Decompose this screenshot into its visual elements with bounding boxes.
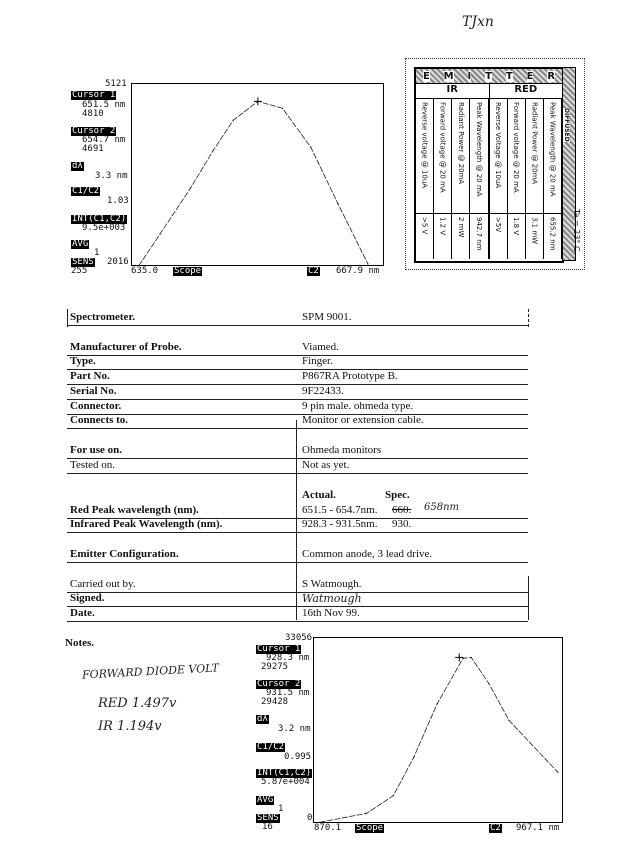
form-label: Date. xyxy=(70,607,95,619)
integral-value: 9.5e+003 xyxy=(82,223,126,233)
form-value: SPM 9001. xyxy=(302,311,352,323)
parameter-value: 2 mW xyxy=(456,217,465,238)
form-value: 9 pin male. ohmeda type. xyxy=(302,400,414,412)
form-label: Tested on. xyxy=(70,459,116,471)
emitter-title-letter: T xyxy=(505,70,513,82)
spectrum-curve xyxy=(320,657,558,822)
parameter-value: 3.1 mW xyxy=(530,217,539,245)
form-rule xyxy=(67,325,528,326)
form-label: Infrared Peak Wavelength (nm). xyxy=(70,518,223,530)
emitter-columns xyxy=(416,99,562,259)
form-value: Common anode, 3 lead drive. xyxy=(302,548,433,560)
cursor-marker xyxy=(455,653,463,661)
form-value: P867RA Prototype B. xyxy=(302,370,398,382)
dlambda-value: 3.2 nm xyxy=(278,724,311,734)
form-label: Manufacturer of Probe. xyxy=(70,341,182,353)
cursor1-value: 4810 xyxy=(82,109,104,119)
integral-tag: INT(C1,C2) xyxy=(72,214,127,224)
parameter-value: >5V xyxy=(494,217,503,233)
emitter-title-letter: E xyxy=(422,70,430,82)
ratio-tag: C1/C2 xyxy=(72,186,100,196)
notes-line1: FORWARD DIODE VOLT xyxy=(81,661,220,682)
form-label: For use on. xyxy=(70,444,123,456)
red-spectrum-canvas xyxy=(131,83,384,266)
handwritten-initials: TJxn xyxy=(462,14,494,30)
sens-value: 255 xyxy=(71,266,88,276)
emitter-title-letter: E xyxy=(526,70,534,82)
emitter-header xyxy=(416,69,562,84)
parameter-value: 1.2 V xyxy=(438,217,447,236)
data-point xyxy=(393,795,394,796)
diffused-label: DIFFUSED xyxy=(563,108,570,142)
form-rule xyxy=(67,473,528,474)
sens-tag: SENS xyxy=(257,813,279,823)
parameter-label: Radiant Power @ 20mA xyxy=(530,102,539,185)
data-point xyxy=(282,108,283,109)
notes-title: Notes. xyxy=(65,637,95,649)
spectrum-curve xyxy=(139,101,368,266)
emitter-spec-card xyxy=(405,58,585,270)
parameter-label: Forward voltage @ 20 mA xyxy=(512,102,521,193)
form-label: Red Peak wavelength (nm). xyxy=(70,504,199,516)
form-rule xyxy=(67,621,528,622)
sens-tag: SENS xyxy=(72,257,94,267)
form-label: Connector. xyxy=(70,400,122,412)
y-min-label: 0 xyxy=(307,813,313,823)
parameter-value: >5 V xyxy=(420,217,429,235)
data-point xyxy=(213,150,214,151)
ratio-value: 1.03 xyxy=(107,196,129,206)
form-label: Carried out by. xyxy=(70,578,136,590)
ratio-value: 0.995 xyxy=(284,752,312,762)
form-rule xyxy=(67,428,528,429)
x-min-label: 870.1 xyxy=(314,823,342,833)
parameter-value: 655.2 nm xyxy=(548,217,557,251)
ir-header: IR xyxy=(446,84,458,95)
spec-header: Spec. xyxy=(385,489,410,501)
form-rule xyxy=(67,369,528,370)
scope-tag: Scope xyxy=(174,266,202,276)
emitter-title-letter: I xyxy=(467,70,472,82)
emitter-column xyxy=(508,99,526,259)
form-value: Ohmeda monitors xyxy=(302,444,382,456)
form-value: Not as yet. xyxy=(302,459,350,471)
avg-value: 1 xyxy=(278,804,284,814)
x-max-label: 667.9 nm xyxy=(336,266,380,276)
c2-tag: C2 xyxy=(308,266,319,276)
parameter-value: 1.8 V xyxy=(512,217,521,236)
plot-frame xyxy=(314,638,563,823)
form-value: Watmough xyxy=(302,592,362,605)
avg-tag: AVG xyxy=(72,239,89,249)
data-point xyxy=(190,188,191,189)
emitter-column xyxy=(452,99,470,259)
y-max-label: 5121 xyxy=(105,79,127,89)
form-value: Finger. xyxy=(302,355,333,367)
data-point xyxy=(367,263,368,264)
parameter-label: Peak Wavelength @ 20 mA xyxy=(474,102,483,197)
x-min-label: 635.0 xyxy=(131,266,159,276)
data-point xyxy=(310,147,311,148)
parameter-label: Peak Wavelength @ 20 mA xyxy=(548,102,557,197)
actual-header: Actual. xyxy=(302,489,336,501)
data-point xyxy=(160,233,161,234)
dlambda-tag: dλ xyxy=(257,714,268,724)
plot-frame xyxy=(132,84,384,266)
ratio-tag: C1/C2 xyxy=(257,742,285,752)
form-rule xyxy=(67,355,528,356)
ir-spectrum-canvas xyxy=(313,637,563,823)
parameter-label: Radiant Power @ 20mA xyxy=(456,102,465,185)
emitter-title-letter: M xyxy=(443,70,454,82)
y-min-label: 2016 xyxy=(107,257,129,267)
form-label: Signed. xyxy=(70,592,105,604)
ambient-temp: Ta = 23° C xyxy=(572,209,581,252)
cursor2-wavelength: 654.7 nm xyxy=(82,135,126,145)
y-max-label: 33056 xyxy=(285,633,313,643)
emitter-column xyxy=(434,99,452,259)
emitter-title-letter: T xyxy=(485,70,492,82)
form-label: Connects to. xyxy=(70,414,129,426)
parameter-label: Reverse voltage @ 10uA xyxy=(420,102,429,189)
emitter-column xyxy=(544,99,562,259)
emitter-table xyxy=(414,67,564,263)
notes-line2: RED 1.497v xyxy=(98,696,177,711)
dlambda-tag: dλ xyxy=(72,161,83,171)
emitter-subheader xyxy=(416,84,562,99)
form-label: Type. xyxy=(70,355,96,367)
cursor1-wavelength: 928.3 nm xyxy=(266,653,310,663)
data-point xyxy=(319,822,320,823)
data-point xyxy=(413,757,414,758)
form-value: 651.5 - 654.7nm. xyxy=(302,504,378,516)
form-value: Monitor or extension cable. xyxy=(302,414,424,426)
data-point xyxy=(337,203,338,204)
dlambda-value: 3.3 nm xyxy=(95,171,128,181)
x-max-label: 967.1 nm xyxy=(516,823,560,833)
form-value: 928.3 - 931.5nm. xyxy=(302,518,378,530)
form-value: Viamed. xyxy=(302,341,339,353)
sens-value: 16 xyxy=(262,822,273,832)
form-label: Part No. xyxy=(70,370,110,382)
data-point xyxy=(471,657,472,658)
data-point xyxy=(233,120,234,121)
scope-tag: Scope xyxy=(356,823,384,833)
cursor-marker xyxy=(254,97,262,105)
cursor2-tag: Cursor 2 xyxy=(257,679,301,689)
red-header: RED xyxy=(489,84,563,98)
parameter-label: Reverse Voltage @ 10uA xyxy=(494,102,503,189)
form-rule xyxy=(67,458,528,459)
emitter-column xyxy=(416,99,434,259)
emitter-column xyxy=(490,99,508,259)
cursor2-wavelength: 931.5 nm xyxy=(266,688,310,698)
data-point xyxy=(557,772,558,773)
form-rule xyxy=(67,384,528,385)
ir-spec: 930. xyxy=(392,518,412,530)
data-point xyxy=(488,683,489,684)
form-rule xyxy=(67,399,528,400)
form-rule xyxy=(67,414,528,415)
form-rule xyxy=(67,592,528,593)
form-value: 16th Nov 99. xyxy=(302,607,360,619)
red-spec-struck: 660. xyxy=(392,504,412,516)
emitter-column xyxy=(470,99,489,259)
red-spec-handwritten: 658nm xyxy=(424,502,460,513)
cursor2-tag: Cursor 2 xyxy=(72,126,116,136)
form-label: Spectrometer. xyxy=(70,311,136,323)
cursor1-tag: Cursor 1 xyxy=(72,90,116,100)
emitter-column xyxy=(526,99,544,259)
cursor1-value: 29275 xyxy=(261,662,289,672)
form-rule xyxy=(67,562,528,563)
notes-line3: IR 1.194v xyxy=(98,719,162,734)
data-point xyxy=(509,720,510,721)
emitter-title-letter: R xyxy=(547,70,556,82)
form-value: 9F22433. xyxy=(302,385,344,397)
form-value: S Watmough. xyxy=(302,578,362,590)
form-label: Emitter Configuration. xyxy=(70,548,179,560)
form-rule xyxy=(67,532,528,533)
cursor2-value: 29428 xyxy=(261,697,289,707)
integral-value: 5.87e+004 xyxy=(261,777,310,787)
form-rule xyxy=(67,606,528,607)
data-point xyxy=(437,703,438,704)
avg-tag: AVG xyxy=(257,795,274,805)
avg-value: 1 xyxy=(94,248,100,258)
parameter-value: 942.7 nm xyxy=(474,217,483,251)
cursor1-tag: Cursor 1 xyxy=(257,644,301,654)
data-point xyxy=(366,813,367,814)
cursor2-value: 4691 xyxy=(82,144,104,154)
c2-tag: C2 xyxy=(490,823,501,833)
form-label: Serial No. xyxy=(70,385,117,397)
parameter-label: Forward voltage @ 20 mA xyxy=(438,102,447,193)
cursor1-wavelength: 651.5 nm xyxy=(82,100,126,110)
integral-tag: INT(C1,C2) xyxy=(257,768,312,778)
